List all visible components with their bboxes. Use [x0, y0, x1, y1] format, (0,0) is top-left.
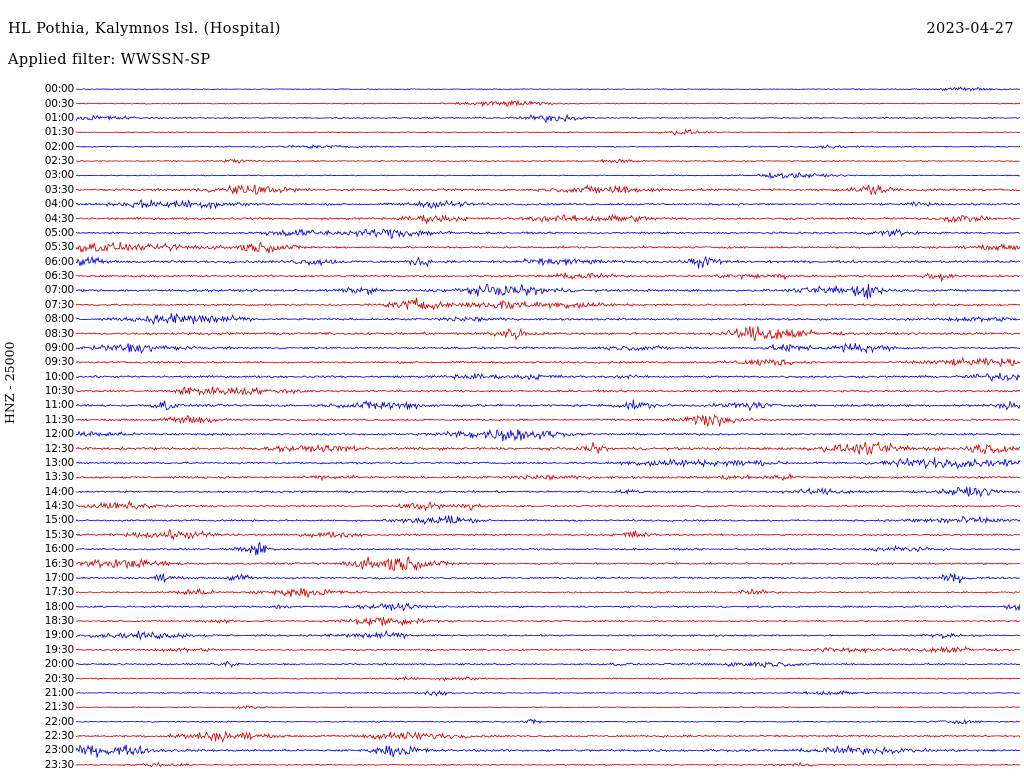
trace-row — [76, 719, 1020, 724]
time-tick: 02:30 — [44, 155, 74, 168]
time-tick: 07:30 — [44, 298, 74, 311]
time-tick: 19:30 — [44, 643, 74, 656]
trace-row — [76, 256, 1020, 268]
y-axis-label-text: HNZ - 25000 — [2, 341, 17, 424]
time-tick: 15:00 — [44, 514, 74, 527]
time-tick: 16:30 — [44, 557, 74, 570]
trace-row — [76, 373, 1020, 381]
time-tick: 10:00 — [44, 370, 74, 383]
trace-row — [76, 706, 1020, 709]
helicorder-plot — [0, 74, 1024, 780]
time-tick: 23:00 — [44, 744, 74, 757]
time-tick: 17:00 — [44, 571, 74, 584]
time-tick: 11:00 — [44, 399, 74, 412]
trace-row — [76, 358, 1020, 366]
trace-row — [76, 442, 1020, 454]
time-tick: 10:30 — [44, 385, 74, 398]
trace-row — [76, 298, 1020, 310]
time-tick: 13:30 — [44, 471, 74, 484]
time-tick: 08:30 — [44, 327, 74, 340]
time-tick: 18:30 — [44, 615, 74, 628]
trace-row — [76, 242, 1020, 253]
time-tick: 14:00 — [44, 485, 74, 498]
record-date: 2023-04-27 — [926, 21, 1014, 37]
time-tick: 21:00 — [44, 686, 74, 699]
time-tick: 00:00 — [44, 83, 74, 96]
trace-row — [76, 87, 1020, 90]
trace-row — [76, 691, 1020, 696]
trace-row — [76, 200, 1020, 209]
trace-row — [76, 458, 1020, 469]
trace-row — [76, 343, 1020, 353]
trace-row — [76, 557, 1020, 570]
chart-header — [0, 0, 1024, 74]
time-tick: 12:30 — [44, 442, 74, 455]
trace-row — [76, 677, 1020, 681]
trace-row — [76, 603, 1020, 611]
trace-row — [76, 415, 1020, 426]
trace-row — [76, 229, 1020, 238]
time-axis-ticks — [24, 82, 74, 772]
trace-row — [76, 573, 1020, 583]
trace-row — [76, 588, 1020, 597]
trace-row — [76, 515, 1020, 523]
time-tick: 06:30 — [44, 270, 74, 283]
trace-row — [76, 159, 1020, 163]
applied-filter-label: Applied filter: WWSSN-SP — [8, 52, 211, 68]
trace-canvas — [76, 82, 1020, 772]
time-tick: 08:00 — [44, 313, 74, 326]
trace-row — [76, 400, 1020, 411]
time-tick: 04:00 — [44, 198, 74, 211]
trace-row — [76, 429, 1020, 441]
time-tick: 20:00 — [44, 658, 74, 671]
time-tick: 02:00 — [44, 140, 74, 153]
trace-row — [76, 617, 1020, 626]
time-tick: 19:00 — [44, 629, 74, 642]
time-tick: 23:30 — [44, 758, 74, 771]
trace-row — [76, 530, 1020, 540]
trace-row — [76, 732, 1020, 742]
time-tick: 09:00 — [44, 341, 74, 354]
time-tick: 03:30 — [44, 183, 74, 196]
time-tick: 14:30 — [44, 500, 74, 513]
y-axis-label — [0, 341, 20, 424]
trace-row — [76, 215, 1020, 223]
trace-row — [76, 185, 1020, 195]
time-tick: 00:30 — [44, 97, 74, 110]
time-tick: 16:00 — [44, 543, 74, 556]
time-tick: 17:30 — [44, 586, 74, 599]
trace-row — [76, 647, 1020, 653]
trace-row — [76, 145, 1020, 148]
trace-row — [76, 661, 1020, 667]
trace-row — [76, 273, 1020, 281]
time-tick: 22:00 — [44, 715, 74, 728]
page-title: HL Pothia, Kalymnos Isl. (Hospital) — [8, 21, 281, 37]
time-tick: 13:00 — [44, 456, 74, 469]
trace-row — [76, 115, 1020, 122]
time-tick: 12:00 — [44, 428, 74, 441]
time-tick: 07:00 — [44, 284, 74, 297]
time-tick: 05:30 — [44, 241, 74, 254]
time-tick: 15:30 — [44, 528, 74, 541]
time-tick: 03:00 — [44, 169, 74, 182]
trace-row — [76, 130, 1020, 135]
time-tick: 06:00 — [44, 255, 74, 268]
time-tick: 18:00 — [44, 600, 74, 613]
trace-row — [76, 284, 1020, 299]
time-tick: 01:00 — [44, 111, 74, 124]
trace-row — [76, 745, 1020, 758]
trace-row — [76, 326, 1020, 341]
time-tick: 04:30 — [44, 212, 74, 225]
time-tick: 01:30 — [44, 126, 74, 139]
trace-row — [76, 487, 1020, 497]
trace-row — [76, 172, 1020, 178]
trace-row — [76, 502, 1020, 511]
trace-row — [76, 474, 1020, 480]
trace-row — [76, 631, 1020, 639]
time-tick: 11:30 — [44, 413, 74, 426]
trace-row — [76, 313, 1020, 324]
time-tick: 21:30 — [44, 701, 74, 714]
time-tick: 20:30 — [44, 672, 74, 685]
trace-row — [76, 542, 1020, 555]
time-tick: 22:30 — [44, 730, 74, 743]
time-tick: 05:00 — [44, 226, 74, 239]
trace-row — [76, 101, 1020, 107]
time-tick: 09:30 — [44, 356, 74, 369]
trace-row — [76, 763, 1020, 767]
trace-row — [76, 387, 1020, 395]
